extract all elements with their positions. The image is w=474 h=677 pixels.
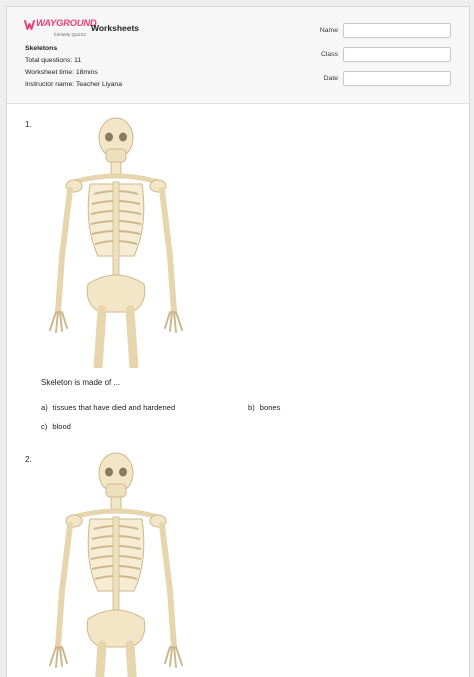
worksheet-time: Worksheet time: 18mins	[25, 69, 98, 76]
date-field[interactable]	[343, 71, 451, 86]
option-c[interactable]	[41, 422, 71, 431]
option-b[interactable]	[248, 403, 280, 412]
worksheet-title: Skeletons	[25, 45, 58, 52]
instructor-name: Instructor name: Teacher Liyana	[25, 81, 122, 88]
option-a[interactable]	[41, 403, 175, 412]
worksheet-page	[6, 6, 470, 677]
question-text: Skeleton is made of ...	[41, 378, 121, 387]
wayground-logo	[24, 18, 97, 42]
question-number: 1.	[25, 120, 32, 129]
class-label: Class	[321, 51, 338, 58]
option-text: blood	[52, 422, 71, 431]
option-text: tissues that have died and hardened	[52, 403, 176, 412]
brand-subtitle: formerly Quizizz	[54, 32, 87, 37]
option-letter: c)	[41, 422, 48, 431]
name-label: Name	[319, 27, 338, 34]
skeleton-icon	[40, 451, 192, 677]
worksheets-label: Worksheets	[91, 23, 140, 33]
skeleton-icon	[40, 116, 192, 368]
worksheet-header	[7, 7, 469, 104]
option-text: bones	[259, 403, 281, 412]
name-field[interactable]	[343, 23, 451, 38]
option-letter: a)	[41, 403, 48, 412]
date-label: Date	[323, 75, 338, 82]
class-field[interactable]	[343, 47, 451, 62]
question-number: 2.	[25, 455, 32, 464]
brand-name: WAYGROUND	[36, 18, 97, 29]
total-questions: Total questions: 11	[25, 57, 82, 64]
option-letter: b)	[248, 403, 255, 412]
